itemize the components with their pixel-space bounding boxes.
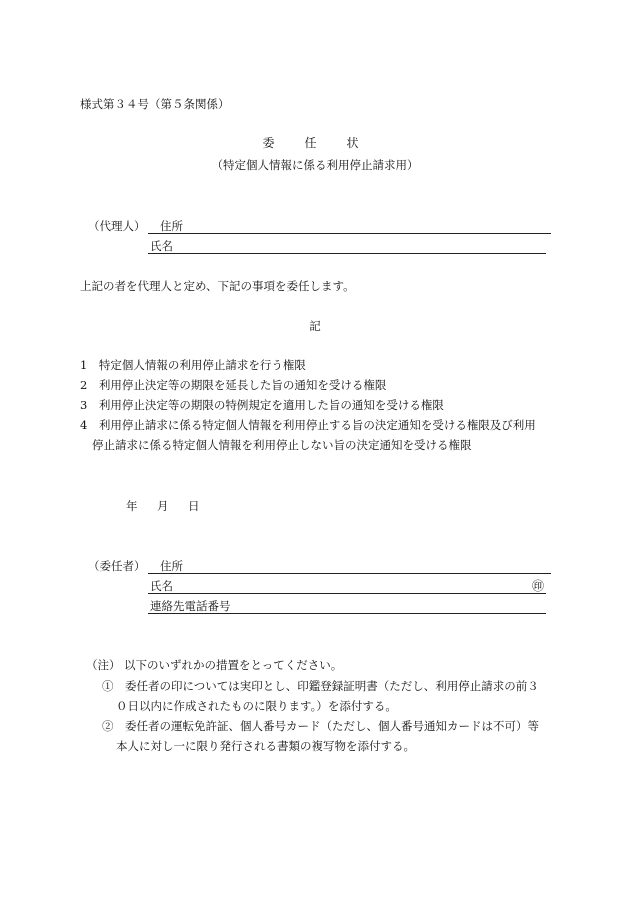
note-1-line-1: ① 委任者の印については実印とし、印鑑登録証明書（ただし、利用停止請求の前３: [102, 679, 539, 693]
notes-intro: 以下のいずれかの措置をとってください。: [124, 658, 343, 672]
authority-item-1: 1 特定個人情報の利用停止請求を行う権限: [80, 358, 306, 372]
authority-item-4-continuation: 停止請求に係る特定個人情報を利用停止しない旨の決定通知を受ける権限: [92, 438, 472, 452]
seal-mark: ㊞: [532, 579, 545, 593]
principal-address-line: [148, 573, 551, 574]
principal-phone-label: 連絡先電話番号: [150, 599, 231, 613]
agent-label: （代理人）: [88, 219, 146, 233]
notes-label: （注）: [86, 658, 121, 672]
agent-address-label: 住所: [160, 219, 183, 233]
principal-phone-line: [148, 613, 546, 614]
principal-name-line: [148, 593, 546, 594]
authority-item-4: 4 利用停止請求に係る特定個人情報を利用停止する旨の決定通知を受ける権限及び利用: [80, 418, 536, 432]
delegation-statement: 上記の者を代理人と定め、下記の事項を委任します。: [80, 279, 355, 293]
agent-name-label: 氏名: [150, 239, 173, 253]
authority-item-2: 2 利用停止決定等の期限を延長した旨の通知を受ける権限: [80, 378, 387, 392]
ki-heading: 記: [309, 319, 321, 333]
agent-address-line: [148, 233, 551, 234]
authority-item-3: 3 利用停止決定等の期限の特例規定を適用した旨の通知を受ける権限: [80, 398, 444, 412]
principal-label: （委任者）: [88, 559, 146, 573]
document-subtitle: （特定個人情報に係る利用停止請求用）: [211, 158, 419, 172]
form-number: 様式第３４号（第５条関係）: [80, 97, 230, 111]
note-2-line-1: ② 委任者の運転免許証、個人番号カード（ただし、個人番号通知カードは不可）等: [102, 719, 539, 733]
principal-address-label: 住所: [160, 559, 183, 573]
agent-name-line: [148, 253, 546, 254]
date-field: 年 月 日: [126, 499, 204, 513]
note-2-line-2: 本人に対し一に限り発行される書類の複写物を添付する。: [116, 739, 415, 753]
note-1-line-2: ０日以内に作成されたものに限ります。）を添付する。: [116, 699, 397, 713]
document-title: 委 任 状: [262, 136, 368, 150]
principal-name-label: 氏名: [150, 579, 173, 593]
